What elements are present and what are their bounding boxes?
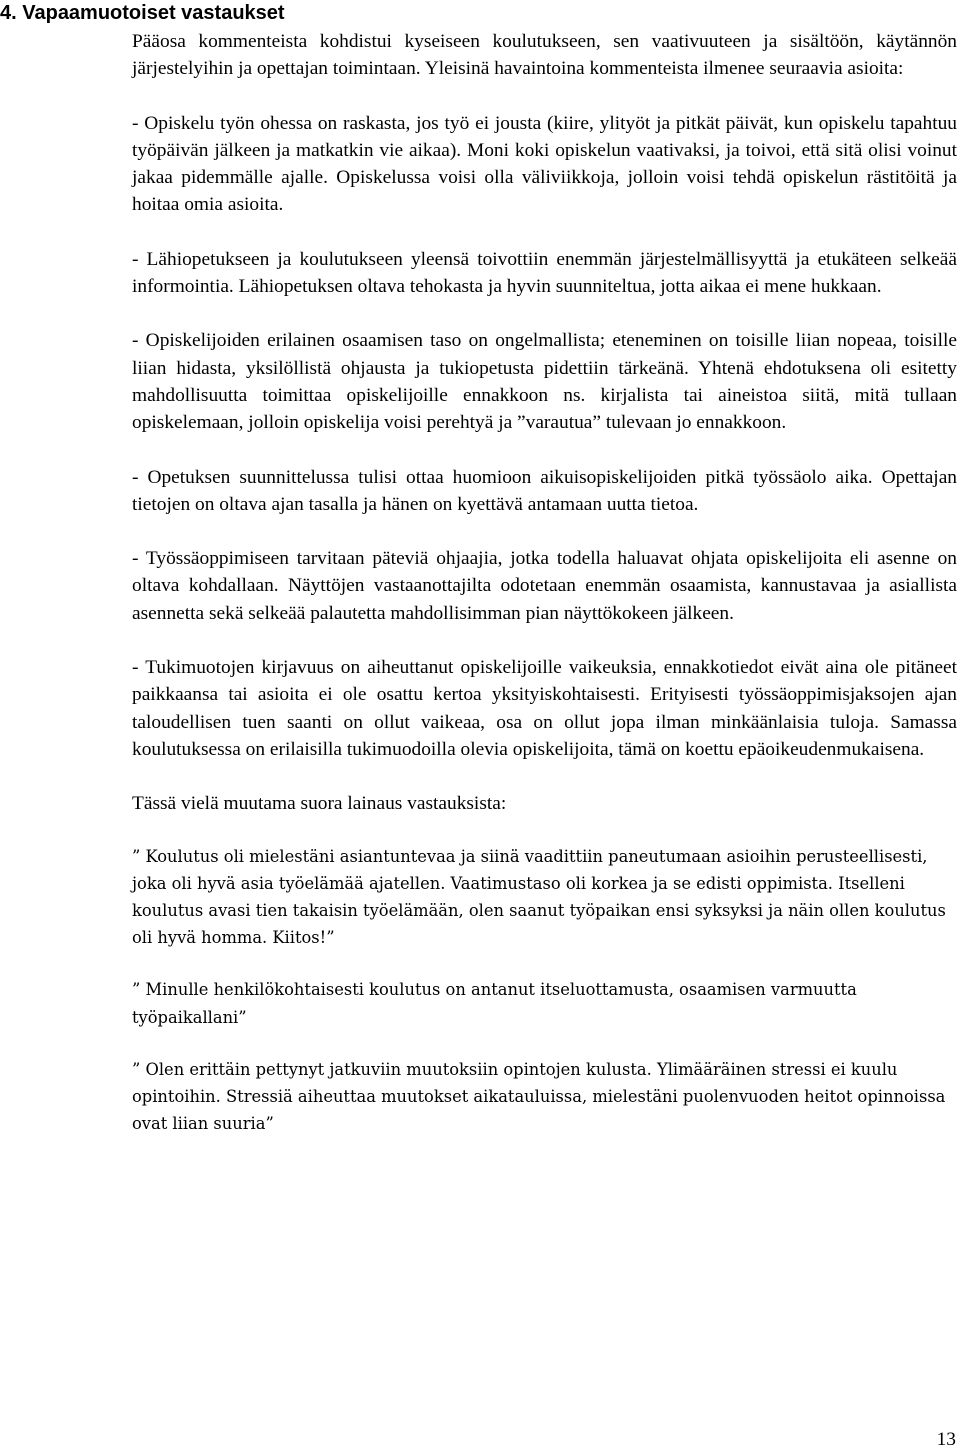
- quote-block: ” Olen erittäin pettynyt jatkuviin muutoksiin opintojen kulusta. Ylimääräinen stressi ei kuulu opintoihin. Stressiä aiheuttaa muutokset aikatauluissa, mielestäni puolenvuoden heitot opinnoissa ovat liian suuria”: [132, 1059, 946, 1134]
- comment-paragraph: - Lähiopetukseen ja koulutukseen yleensä toivottiin enemmän järjestelmällisyyttä ja etukäteen selkeää informointia. Lähiopetuksen oltava tehokasta ja hyvin suunniteltua, jotta aikaa ei mene hukkaan.: [132, 248, 957, 298]
- comment-paragraph: - Tukimuotojen kirjavuus on aiheuttanut opiskelijoille vaikeuksia, ennakkotiedot eivät aina ole pitäneet paikkaansa tai asioita ei ole osattu kertoa yksityiskohtaisesti. Erityisesti työssäoppimisjaksojen ajan taloudellisen tuen saanti on ollut vaikeaa, osa on ollut jopa ilman minkäänlaisia tuloja. Samassa koulutuksessa on erilaisilla tukimuodoilla olevia opiskelijoita, tämä on koettu epäoikeudenmukaisena.: [132, 657, 957, 760]
- section-heading: 4. Vapaamuotoiset vastaukset: [0, 2, 285, 24]
- comment-paragraph: - Opiskelijoiden erilainen osaamisen taso on ongelmallista; eteneminen on toisille liian nopeaa, toisille liian hidasta, yksilöllistä ohjausta ja tukiopetusta pidettiin tärkeänä. Yhtenä ehdotuksena oli esitetty mahdollisuutta toimittaa opiskelijoille ennakkoon ns. kirjalista tai aineistoa siitä, mitä tullaan opiskelemaan, jolloin opiskelija voisi perehtyä ja ”varautua” tulevaan jo ennakkoon.: [132, 330, 957, 434]
- document-body: [132, 28, 957, 1137]
- quote-block: ” Koulutus oli mielestäni asiantuntevaa ja siinä vaadittiin paneutumaan asioihin perusteellisesti, joka oli hyvä asia työelämää ajatellen. Vaatimustaso oli korkea ja se edisti oppimista. Itselleni koulutus avasi tien takaisin työelämään, olen saanut työpaikan ensi syksyksi ja näin ollen koulutus oli hyvä homma. Kiitos!”: [132, 846, 946, 948]
- comment-paragraph: - Opetuksen suunnittelussa tulisi ottaa huomioon aikuisopiskelijoiden pitkä työssäolo aika. Opettajan tietojen on oltava ajan tasalla ja hänen on kyettävä antamaan uutta tietoa.: [132, 466, 957, 515]
- quote-block: ” Minulle henkilökohtaisesti koulutus on antanut itseluottamusta, osaamisen varmuutta työpaikallani”: [132, 980, 857, 1027]
- page-number: 13: [936, 1429, 956, 1450]
- comment-paragraph: - Työssäoppimiseen tarvitaan päteviä ohjaajia, jotka todella haluavat ohjata opiskelijoita eli asenne on oltava kohdallaan. Näyttöjen vastaanottajilta odotetaan enemmän osaamista, kannustavaa ja asiallista asennetta sekä selkeää palautetta mahdollisimman pian näyttökokeen jälkeen.: [132, 548, 957, 624]
- intro-paragraph: Pääosa kommenteista kohdistui kyseiseen koulutukseen, sen vaativuuteen ja sisältöön, käytännön järjestelyihin ja opettajan toimintaan. Yleisinä havaintoina kommenteista ilmenee seuraavia asioita:: [132, 31, 957, 80]
- comment-paragraph: - Opiskelu työn ohessa on raskasta, jos työ ei jousta (kiire, ylityöt ja pitkät päivät, kun opiskelu tapahtuu työpäivän jälkeen ja matkatkin vie aikaa). Moni koki opiskelun vaativaksi, ja toivoi, että sitä olisi voinut jakaa pidemmälle ajalle. Opiskelussa voisi olla väliviikkoja, jolloin voisi tehdä opiskelun rästitöitä ja hoitaa omia asioita.: [132, 112, 957, 216]
- quotes-intro: Tässä vielä muutama suora lainaus vastauksista:: [132, 793, 507, 815]
